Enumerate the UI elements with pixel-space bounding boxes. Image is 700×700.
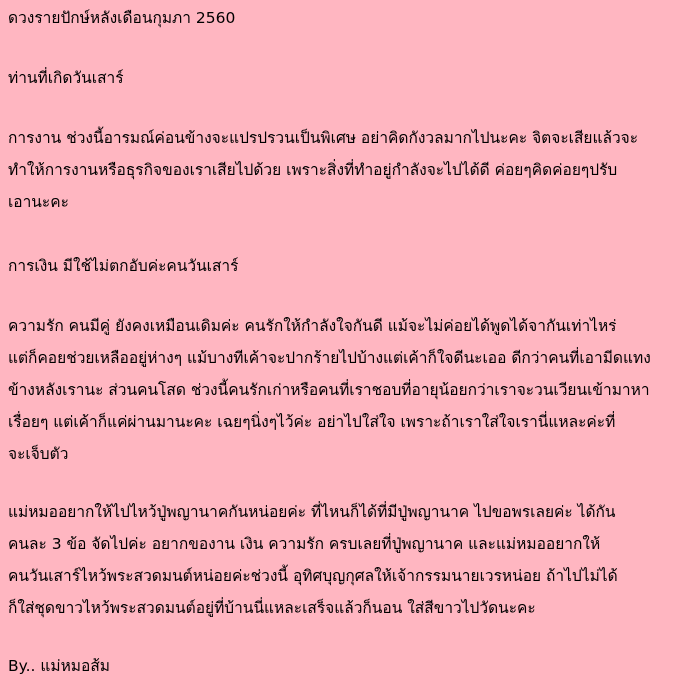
work-paragraph [8, 122, 696, 218]
advice-line: คนวันเสาร์ไหว้พระสวดมนต์หน่อยค่ะช่วงนี้ อุทิศบุญกุศลให้เจ้ากรรมนายเวรหน่อย ถ้าไปไม่ได้ [8, 567, 618, 585]
money-line: การเงิน มีใช้ไม่ตกอับค่ะคนวันเสาร์ [8, 257, 239, 275]
signature [8, 650, 696, 682]
money-paragraph [8, 250, 696, 282]
work-line: ทำให้การงานหรือธุรกิจของเราเสียไปด้วย เพราะสิ่งที่ทำอยู่กำลังจะไปได้ดี ค่อยๆคิดค่อยๆปรับ [8, 161, 618, 179]
love-line: แต่ก็คอยช่วยเหลืออยู่ห่างๆ แม้บางทีเค้าจะปากร้ายไปบ้างแต่เค้าก็ใจดีนะเออ ดีกว่าคนที่เอามีดแทง [8, 349, 651, 367]
advice-line: ก็ใส่ชุดขาวไหว้พระสวดมนต์อยู่ที่บ้านนี่แหละเสร็จแล้วก็นอน ใส่สีขาวไปวัดนะคะ [8, 599, 536, 617]
love-line: ข้างหลังเรานะ ส่วนคนโสด ช่วงนี้คนรักเก่าหรือคนที่เราชอบที่อายุน้อยกว่าเราจะวนเวียนเข้ามาหา [8, 381, 650, 399]
advice-paragraph [8, 496, 696, 624]
work-line: เอานะคะ [8, 193, 69, 211]
title-line: ดวงรายปักษ์หลังเดือนกุมภา 2560 [8, 9, 236, 27]
love-paragraph [8, 310, 696, 470]
signature-line: By.. แม่หมอส้ม [8, 657, 111, 675]
advice-line: แม่หมออยากให้ไปไหว้ปู่พญานาคกันหน่อยค่ะ ที่ไหนก็ได้ที่มีปู่พญานาค ไปขอพรเลยค่ะ ได้กัน [8, 503, 616, 521]
work-line: การงาน ช่วงนี้อารมณ์ค่อนข้างจะแปรปรวนเป็นพิเศษ อย่าคิดกังวลมากไปนะคะ จิตจะเสียแล้วจะ [8, 129, 639, 147]
subtitle-line: ท่านที่เกิดวันเสาร์ [8, 69, 124, 87]
love-line: จะเจ็บตัว [8, 445, 69, 463]
advice-line: คนละ 3 ข้อ จัดไปค่ะ อยากของาน เงิน ความรัก ครบเลยที่ปู่พญานาค และแม่หมออยากให้ [8, 535, 601, 553]
document-subtitle [8, 62, 696, 94]
love-line: เรื่อยๆ แต่เค้าก็แค่ผ่านมานะคะ เฉยๆนิ่งๆไว้ค่ะ อย่าไปใส่ใจ เพราะถ้าเราใส่ใจเรานี่แหละค่ะที่ [8, 413, 616, 431]
love-line: ความรัก คนมีคู่ ยังคงเหมือนเดิมค่ะ คนรักให้กำลังใจกันดี แม้จะไม่ค่อยได้พูดได้จากันเท่าไหร่ [8, 317, 617, 335]
document-title [8, 2, 696, 34]
